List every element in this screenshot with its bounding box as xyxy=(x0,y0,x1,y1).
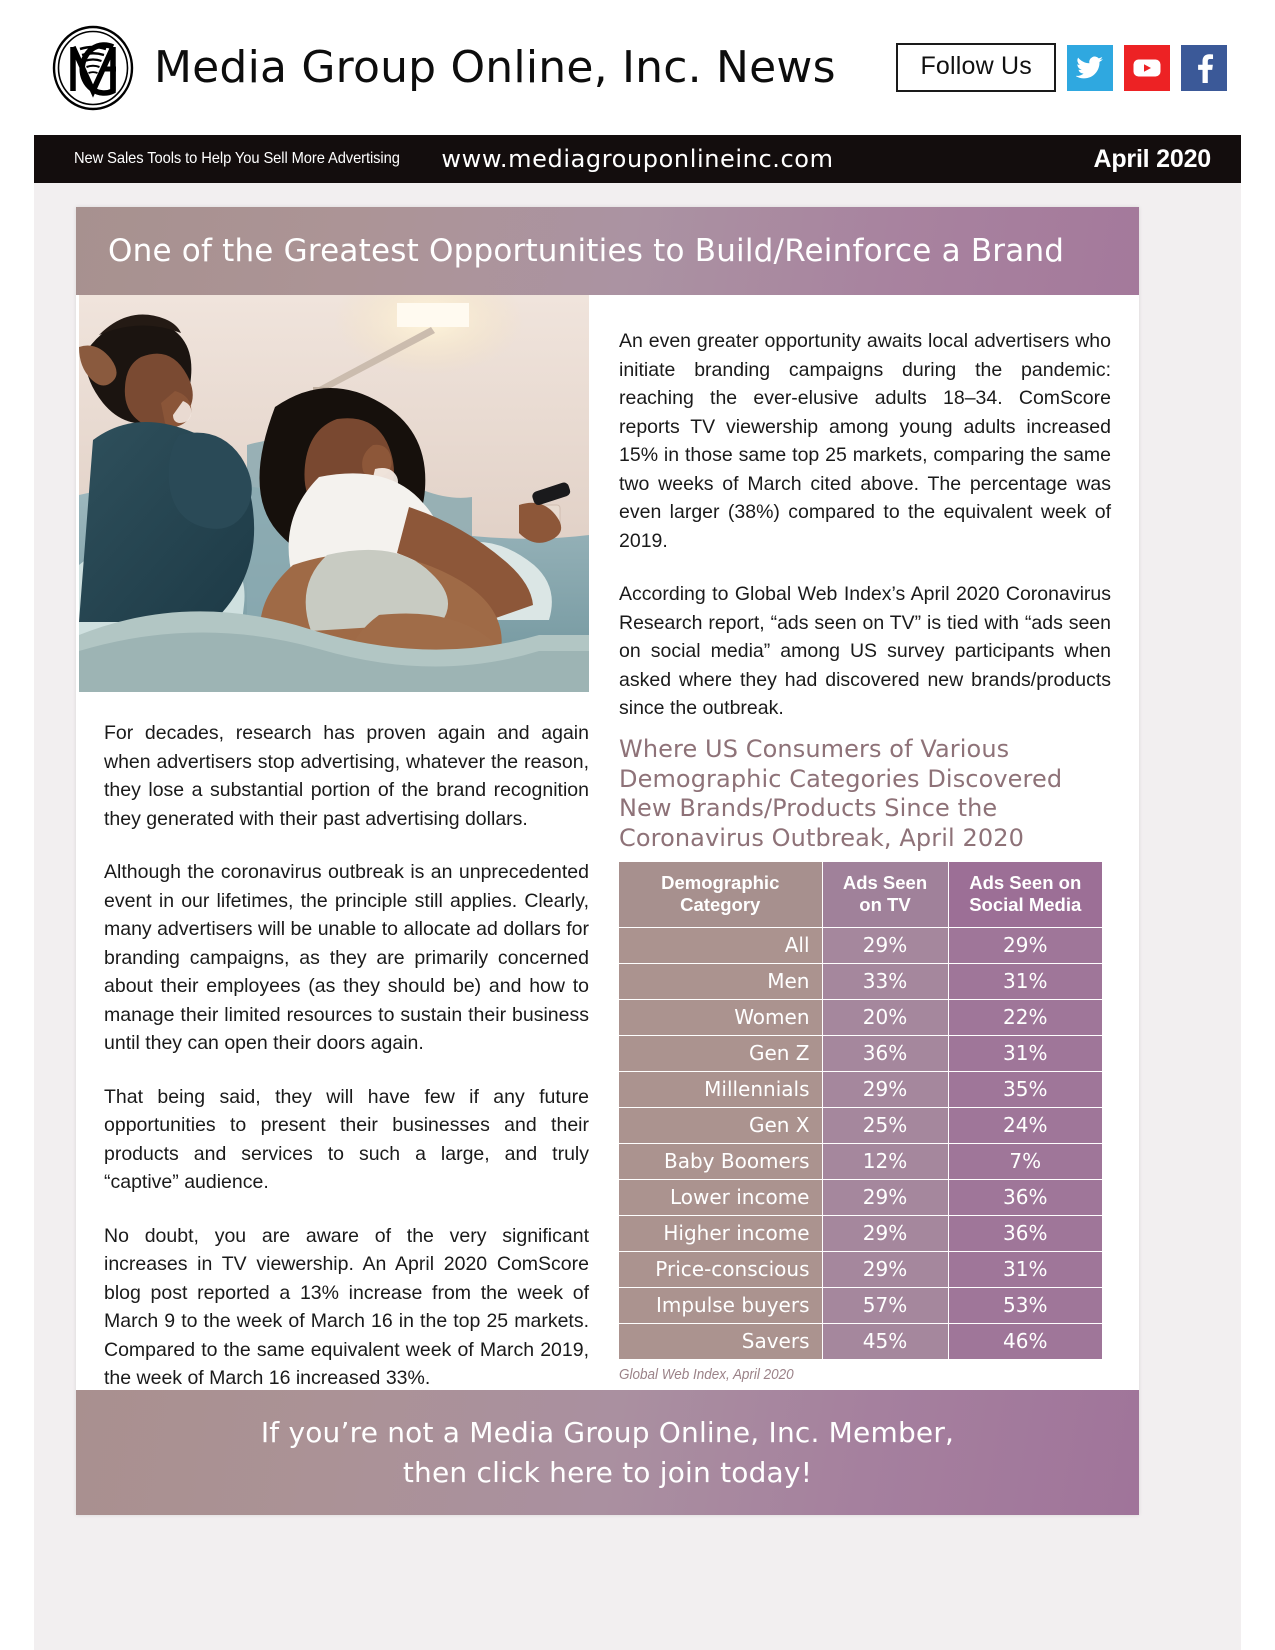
cell-ads-seen-on-tv: 25% xyxy=(822,1108,948,1144)
cell-ads-seen-on-social-media: 36% xyxy=(948,1216,1102,1252)
paragraph: For decades, research has proven again and again when advertisers stop advertising, whatever the reason, they lose a substantial portion of the brand recognition they generated with their past advertising dollars. xyxy=(104,722,589,830)
paragraph: An even greater opportunity awaits local advertisers who initiate branding campaigns during the pandemic: reaching the ever-elusive adults 18–34. ComScore reports TV viewership among young adults increased 15% in those same top 25 markets, comparing the same two weeks of March cited above. The percentage was even larger (38%) compared to the equivalent week of 2019. xyxy=(619,330,1111,552)
cell-category: Gen Z xyxy=(619,1036,822,1072)
table-row xyxy=(619,1108,1102,1144)
intro-column xyxy=(619,327,1111,723)
cell-category: Men xyxy=(619,964,822,1000)
table-row xyxy=(619,1288,1102,1324)
paragraph: That being said, they will have few if any future opportunities to present their businesses and their products and services to such a large, and truly “captive” audience. xyxy=(104,1085,589,1193)
table-row xyxy=(619,1144,1102,1180)
table-row xyxy=(619,1180,1102,1216)
cell-category: Millennials xyxy=(619,1072,822,1108)
newsletter-info-bar xyxy=(34,135,1241,183)
cell-ads-seen-on-social-media: 24% xyxy=(948,1108,1102,1144)
cell-category: Savers xyxy=(619,1324,822,1360)
tagline-text: New Sales Tools to Help You Sell More Advertising xyxy=(74,150,400,167)
cell-ads-seen-on-social-media: 31% xyxy=(948,964,1102,1000)
table-row xyxy=(619,1252,1102,1288)
cell-ads-seen-on-social-media: 36% xyxy=(948,1180,1102,1216)
table-row xyxy=(619,1072,1102,1108)
cell-category: Higher income xyxy=(619,1216,822,1252)
page-sheet xyxy=(34,183,1241,1650)
website-url[interactable]: www.mediagrouponlineinc.com xyxy=(441,145,834,173)
cell-ads-seen-on-tv: 57% xyxy=(822,1288,948,1324)
header-line-1: Ads Seen on xyxy=(969,872,1082,893)
cell-ads-seen-on-social-media: 31% xyxy=(948,1252,1102,1288)
cell-ads-seen-on-social-media: 29% xyxy=(948,928,1102,964)
header-line-2: on TV xyxy=(859,894,911,915)
table-row xyxy=(619,964,1102,1000)
cell-ads-seen-on-tv: 20% xyxy=(822,1000,948,1036)
cell-ads-seen-on-tv: 29% xyxy=(822,1252,948,1288)
table-row xyxy=(619,1036,1102,1072)
cta-line-2[interactable]: then click here to join today! xyxy=(402,1455,813,1489)
column-header-category xyxy=(619,862,822,928)
table-row xyxy=(619,1324,1102,1360)
table-row xyxy=(619,1000,1102,1036)
main-column xyxy=(104,719,589,1393)
masthead xyxy=(0,0,1275,135)
header-line-1: Ads Seen xyxy=(842,872,928,893)
twitter-icon[interactable] xyxy=(1067,45,1113,91)
paragraph: No doubt, you are aware of the very significant increases in TV viewership. An April 2020 ComScore blog post reported a 13% increase from the week of March 9 to the week of March 16 in the top 25 markets. Compared to the same equivalent week of March 2019, the week of March 16 increased 33%. xyxy=(104,1224,589,1389)
media-group-online-logo-icon xyxy=(50,25,136,111)
cell-ads-seen-on-tv: 12% xyxy=(822,1144,948,1180)
issue-date: April 2020 xyxy=(1093,144,1211,173)
header-line-2: Category xyxy=(680,894,761,915)
paragraph: According to Global Web Index’s April 2020 Coronavirus Research report, “ads seen on TV” is tied with “ads seen on social media” among US survey participants when asked where they had discovered new brands/products since the outbreak. xyxy=(619,583,1111,719)
table-source: Global Web Index, April 2020 xyxy=(619,1367,794,1383)
cell-ads-seen-on-tv: 36% xyxy=(822,1036,948,1072)
cell-ads-seen-on-social-media: 7% xyxy=(948,1144,1102,1180)
cell-ads-seen-on-tv: 29% xyxy=(822,1180,948,1216)
cell-category: Women xyxy=(619,1000,822,1036)
table-row xyxy=(619,928,1102,964)
cell-category: Impulse buyers xyxy=(619,1288,822,1324)
masthead-title: Media Group Online, Inc. News xyxy=(154,42,836,93)
cell-ads-seen-on-tv: 29% xyxy=(822,1072,948,1108)
header-line-2: Social Media xyxy=(969,894,1082,915)
masthead-actions xyxy=(896,43,1227,92)
header-line-1: Demographic xyxy=(661,872,780,893)
cell-ads-seen-on-tv: 45% xyxy=(822,1324,948,1360)
cell-ads-seen-on-social-media: 35% xyxy=(948,1072,1102,1108)
cell-ads-seen-on-social-media: 31% xyxy=(948,1036,1102,1072)
table-body xyxy=(619,928,1102,1360)
cell-ads-seen-on-social-media: 46% xyxy=(948,1324,1102,1360)
table-title: Where US Consumers of Various Demographic Categories Discovered New Brands/Products Since the Coronavirus Outbreak, April 2020 xyxy=(619,735,1063,852)
cell-category: Price-conscious xyxy=(619,1252,822,1288)
column-header-tv xyxy=(822,862,948,928)
cell-ads-seen-on-tv: 33% xyxy=(822,964,948,1000)
cell-ads-seen-on-social-media: 53% xyxy=(948,1288,1102,1324)
cell-category: Lower income xyxy=(619,1180,822,1216)
cell-category: Baby Boomers xyxy=(619,1144,822,1180)
article-photo xyxy=(79,295,589,692)
cell-ads-seen-on-social-media: 22% xyxy=(948,1000,1102,1036)
cell-ads-seen-on-tv: 29% xyxy=(822,928,948,964)
article-card xyxy=(76,207,1139,1515)
article-title-banner xyxy=(76,207,1139,295)
paragraph: Although the coronavirus outbreak is an unprecedented event in our lifetimes, the principle still applies. Clearly, many advertisers will be unable to allocate ad dollars for branding campaigns, as they are primarily concerned about their employees (as they should be) and how to manage their limited resources to sustain their business until they can open their doors again. xyxy=(104,861,589,1054)
demographics-table xyxy=(619,861,1102,1360)
cell-ads-seen-on-tv: 29% xyxy=(822,1216,948,1252)
cell-category: Gen X xyxy=(619,1108,822,1144)
youtube-icon[interactable] xyxy=(1124,45,1170,91)
cta-line-1: If you’re not a Media Group Online, Inc. Member, xyxy=(260,1415,955,1449)
column-header-social xyxy=(948,862,1102,928)
membership-cta-banner[interactable] xyxy=(76,1390,1139,1515)
facebook-icon[interactable] xyxy=(1181,45,1227,91)
table-header-row xyxy=(619,862,1102,928)
follow-us-button[interactable]: Follow Us xyxy=(896,43,1056,92)
table-row xyxy=(619,1216,1102,1252)
article-columns xyxy=(76,295,1139,1390)
cell-category: All xyxy=(619,928,822,964)
article-title: One of the Greatest Opportunities to Build/Reinforce a Brand xyxy=(108,233,1065,269)
demographics-table-block xyxy=(619,735,1111,1383)
